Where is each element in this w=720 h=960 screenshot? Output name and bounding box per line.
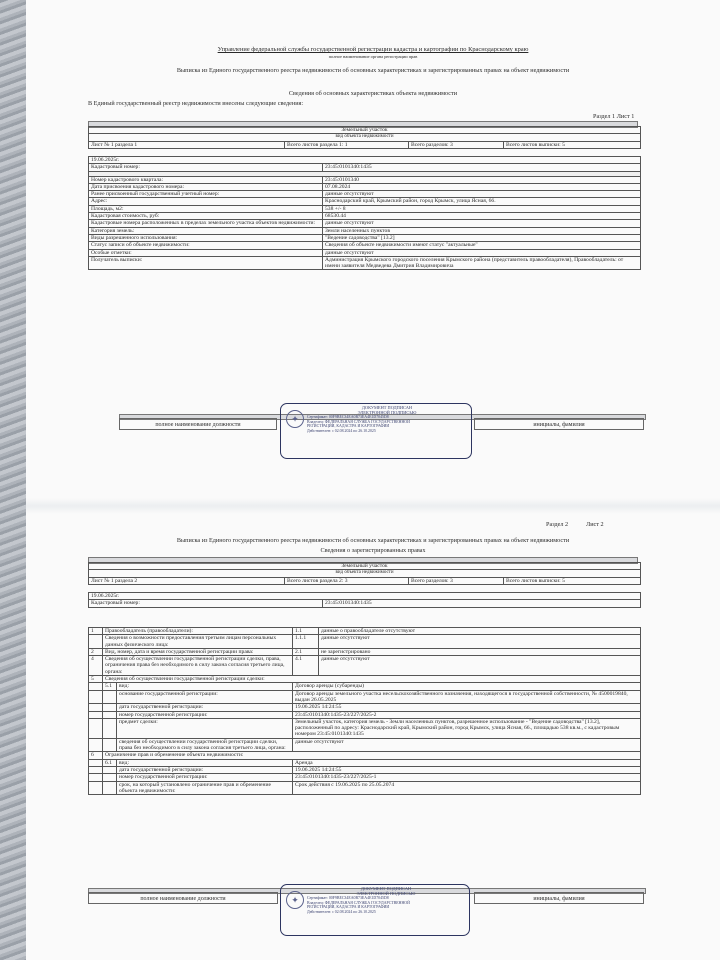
detail-value: "Ведение садоводства" [13.2] [323,234,641,241]
item-value: данные отсутствуют [319,656,641,676]
object-type-sub: вид объекта недвижимости [89,134,641,141]
detail-value: 07.08.2024 [323,183,641,190]
detail-label: Получатель выписки: [89,256,323,270]
rights-header-table [88,562,641,585]
detail-row [89,242,641,249]
detail-value: данные отсутствуют [323,249,641,256]
deal-label: вид: [117,683,293,690]
stamp-valid: Действителен: с 02.08.2024 по 26.10.2025 [307,428,376,433]
detail-row [89,227,641,234]
encumbrance-value: Аренда [293,759,641,766]
detail-label: Категория земель: [89,227,323,234]
item-number [89,635,103,649]
characteristics-table [88,126,641,149]
intro-text: В Единый государственный реестр недвижимости внесены следующие сведения: [88,100,304,107]
agency-subtitle: полное наименование органа регистрации прав [328,54,418,59]
rights-row [89,752,641,759]
item-label: Правообладатель (правообладатели): [103,628,293,635]
scanner-edge [0,0,26,960]
encumbrance-value: Срок действия с 19.06.2025 по 25.05.2074 [293,781,641,795]
page-break [26,498,720,514]
encumbrance-label: срок, на который установлено ограничение прав и обременение объекта недвижимости: [117,781,293,795]
document-title-2: Выписка из Единого государственного реестра недвижимости об основных характеристиках и зарегистрированных правах на объект недвижимости [176,537,570,544]
detail-value: данные отсутствуют [323,191,641,198]
deal-label: сведения об осуществлении государственной регистрации сделки, права без необходимого в силу закона согласия третьего лица, органа: [117,738,293,752]
deal-value: данные отсутствуют [293,738,641,752]
initials-caption: инициалы, фамилия [474,418,644,430]
detail-label: Номер кадастрового квартала: [89,176,323,183]
sheets-extract: Всего листов выписки: 5 [504,141,641,148]
detail-row [89,220,641,227]
extract-date: 19.06.2025г. [89,157,641,164]
deal-row [89,738,641,752]
detail-row [89,205,641,212]
rights-table [88,627,641,795]
item-number: 5 [89,676,103,683]
rights-row [89,648,641,655]
item-label: Сведения о возможности предоставления третьим лицам персональных данных физического лица: [103,635,293,649]
section-title: Сведения об основных характеристиках объекта недвижимости [288,90,458,97]
rights-row [89,656,641,676]
item-value: данные о правообладателе отсутствуют [319,628,641,635]
emblem-icon: ✦ [286,891,304,909]
detail-value: 68530.44 [323,213,641,220]
detail-value: 538 +/- 8 [323,205,641,212]
stamp-line1: ДОКУМЕНТ ПОДПИСАН [360,886,412,891]
detail-row [89,256,641,270]
detail-row [89,198,641,205]
detail-label: Особые отметки: [89,249,323,256]
detail-row [89,176,641,183]
item-label: Ограничение прав и обременение объекта недвижимости: [103,752,641,759]
item-value: данные отсутствуют [319,635,641,649]
detail-row [89,183,641,190]
deal-row [89,718,641,738]
encumbrance-value: 19.06.2025 14:24:55 [293,766,641,773]
section2-label: Раздел 2 [546,521,569,528]
encumbrance-value: 23:45:0101340:1435-23/227/2025-1 [293,774,641,781]
deal-value: Земельный участок, категория земель - Земли населенных пунктов, разрешенное использование - "Ведение садоводства" [13.2], расположенный по адресу: Краснодарский край, Крымский район, город Крымск, улица Ясная, 66., площадью 538 кв.м., с кадастровым номером 23:45:0101340:1435 [293,718,641,738]
stamp-cert: Сертификат: 00F9BEC34EA0B73EA4E1D7045D8 [307,896,389,901]
encumbrance-row [89,774,641,781]
detail-label: Адрес: [89,198,323,205]
document-page [26,0,720,960]
deal-row [89,711,641,718]
sections-total: Всего разделов: 3 [409,141,504,148]
deal-sub: 5.1 [103,683,117,690]
encumbrance-row [89,766,641,773]
deal-value: 23:45:0101340:1435-23/227/2025-2 [293,711,641,718]
detail-row [89,249,641,256]
sections-total-2: Всего разделов: 3 [409,577,504,584]
item-label: Сведения об осуществлении государственной регистрации сделки, права, ограничения права без необходимого в силу закона согласия третьего лица, органа: [103,656,293,676]
detail-label: Ранее присвоенный государственный учетный номер: [89,191,323,198]
detail-value: 23:45:0101340:1435 [323,164,641,171]
cad-value-2: 23:45:0101340:1435 [323,600,641,607]
encumbrance-label: вид: [117,759,293,766]
item-number: 2 [89,648,103,655]
item-sub: 2.1 [293,648,319,655]
detail-value: Земли населенных пунктов [323,227,641,234]
encumbrance-row [89,759,641,766]
detail-value: Сведения об объекте недвижимости имеют статус "актуальные" [323,242,641,249]
deal-row [89,683,641,690]
sheets-total: Всего листов раздела 1: 1 [285,141,409,148]
detail-label: Статус записи об объекте недвижимости: [89,242,323,249]
encumbrance-label: номер государственной регистрации: [117,774,293,781]
deal-label: номер государственной регистрации: [117,711,293,718]
section-label: Раздел 1 Лист 1 [593,113,635,120]
item-label: Сведения об осуществлении государственной регистрации сделки: [103,676,641,683]
rights-row [89,676,641,683]
detail-label: Кадастровый номер: [89,164,323,171]
deal-value: 19.06.2025 14:24:55 [293,704,641,711]
detail-label: Площадь, м2: [89,205,323,212]
detail-label: Дата присвоения кадастрового номера: [89,183,323,190]
position-caption-2: полное наименование должности [88,892,278,904]
item-sub: 4.1 [293,656,319,676]
stamp-valid: Действителен: с 02.08.2024 по 26.10.2025 [307,909,376,914]
rights-row [89,635,641,649]
detail-value: 23:45:0101340 [323,176,641,183]
electronic-signature-stamp-2 [280,884,470,936]
deal-label: дата государственной регистрации: [117,704,293,711]
object-type-sub-2: вид объекта недвижимости [89,570,641,577]
sheet-number-2: Лист № 1 раздела 2 [89,577,285,584]
item-number: 1 [89,628,103,635]
sheets-extract-2: Всего листов выписки: 5 [504,577,641,584]
rights-section-title: Сведения о зарегистрированных правах [320,547,426,554]
sheets-total-2: Всего листов раздела 2: 3 [285,577,409,584]
cad-label-2: Кадастровый номер: [89,600,323,607]
stamp-line1: ДОКУМЕНТ ПОДПИСАН [361,405,413,410]
item-sub: 1.1.1 [293,635,319,649]
detail-row [89,213,641,220]
sheet2-label: Лист 2 [586,521,604,528]
detail-label: Виды разрешенного использования: [89,234,323,241]
stamp-cert: Сертификат: 00F9BEC34EA0B73EA4E1D7045D8 [307,415,389,420]
detail-row [89,164,641,171]
encumbrance-sub: 6.1 [103,759,117,766]
sheet-number: Лист № 1 раздела 1 [89,141,285,148]
emblem-icon: ✦ [286,410,304,428]
details-table [88,156,641,270]
object-type: Земельный участок [89,127,641,134]
rights-date-table [88,592,641,608]
item-sub: 1.1 [293,628,319,635]
stamp-owner: Владелец: ФЕДЕРАЛЬНАЯ СЛУЖБА ГОСУДАРСТВЕННОЙ [307,900,410,905]
item-value: не зарегистрировано [319,648,641,655]
detail-row [89,234,641,241]
item-label: Вид, номер, дата и время государственной регистрации права: [103,648,293,655]
encumbrance-label: дата государственной регистрации: [117,766,293,773]
detail-value: Краснодарский край, Крымский район, город Крымск, улица Ясная, 66. [323,198,641,205]
document-title: Выписка из Единого государственного реестра недвижимости об основных характеристиках и зарегистрированных правах на объект недвижимости [176,67,570,74]
detail-label: Кадастровая стоимость, руб: [89,213,323,220]
deal-row [89,690,641,704]
detail-label: Кадастровые номера расположенных в пределах земельного участка объектов недвижимости: [89,220,323,227]
item-number: 4 [89,656,103,676]
item-number: 6 [89,752,103,759]
position-caption: полное наименование должности [119,418,277,430]
stamp-owner: Владелец: ФЕДЕРАЛЬНАЯ СЛУЖБА ГОСУДАРСТВЕННОЙ [307,419,410,424]
detail-value: данные отсутствуют [323,220,641,227]
agency-name: Управление федеральной службы государственной регистрации кадастра и картографии по Краснодарскому краю [217,46,529,53]
stamp-owner2: РЕГИСТРАЦИИ, КАДАСТРА И КАРТОГРАФИИ [307,424,390,429]
detail-value: Администрация Крымского городского поселения Крымского района (представитель правообладателя), Правообладатель: от имени заявителя Медведева Дмитрия Владимировича [323,256,641,270]
initials-caption-2: инициалы, фамилия [474,892,644,904]
detail-row [89,191,641,198]
deal-value: Договор аренды (субаренды) [293,683,641,690]
rights-row [89,628,641,635]
deal-label: предмет сделки: [117,718,293,738]
deal-row [89,704,641,711]
deal-label: основание государственной регистрации: [117,690,293,704]
extract-date-2: 19.06.2025г. [89,593,641,600]
stamp-owner2: РЕГИСТРАЦИИ, КАДАСТРА И КАРТОГРАФИИ [307,905,390,910]
deal-value: Договор аренды земельного участка несельскохозяйственного назначения, находящегося в государственной собственности, № 4500019840, выдан 26.05.2025 [293,690,641,704]
electronic-signature-stamp [280,403,472,459]
stamp-line2: ЭЛЕКТРОННОЙ ПОДПИСЬЮ [357,409,417,415]
encumbrance-row [89,781,641,795]
stamp-line2: ЭЛЕКТРОННОЙ ПОДПИСЬЮ [356,890,416,896]
object-type-2: Земельный участок [89,563,641,570]
